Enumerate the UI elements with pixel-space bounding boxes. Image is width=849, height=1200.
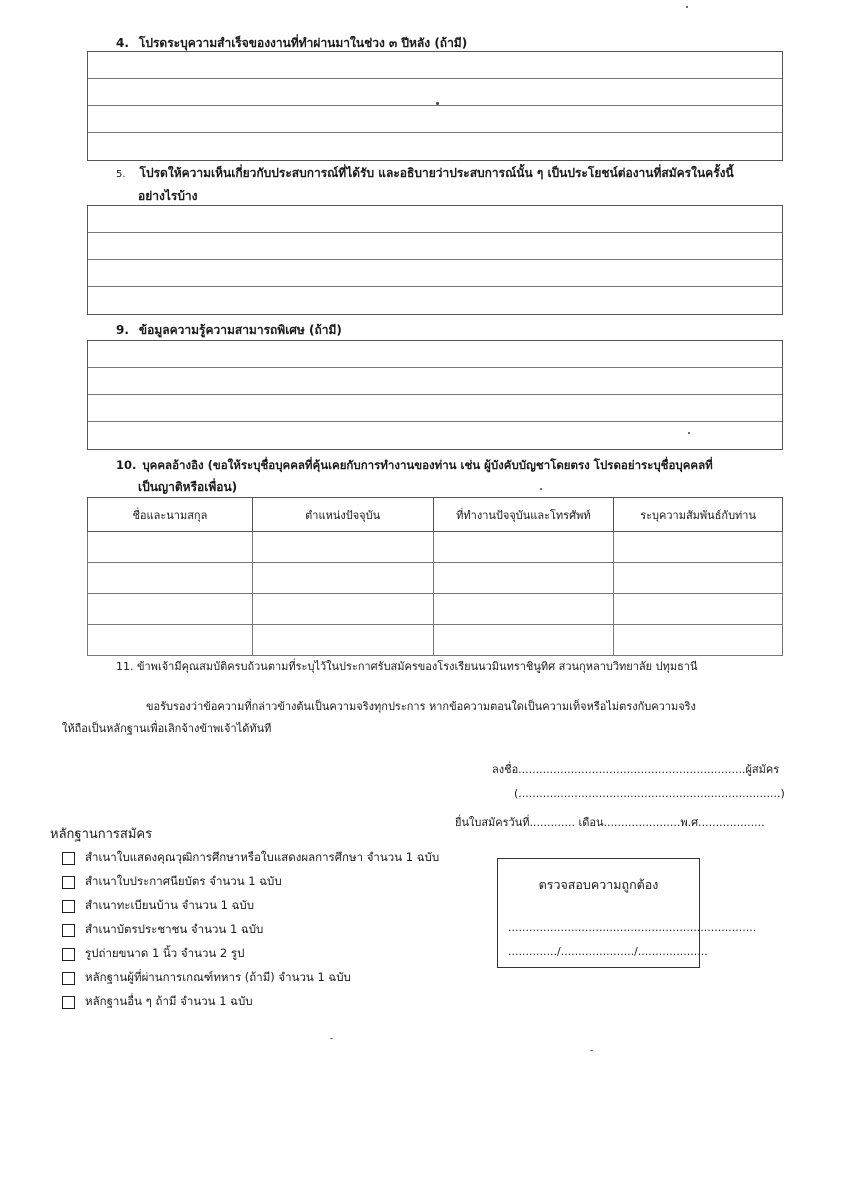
table-cell[interactable] [252, 532, 433, 563]
documents-title: หลักฐานการสมัคร [50, 827, 153, 842]
table-cell[interactable] [88, 594, 253, 625]
answer-lines-9[interactable] [87, 340, 783, 450]
question-number: 10. [116, 458, 137, 472]
scan-speck [436, 102, 439, 105]
table-cell[interactable] [433, 625, 614, 656]
doc-item-label: หลักฐานผู้ที่ผ่านการเกณฑ์ทหาร (ถ้ามี) จำนวน 1 ฉบับ [85, 970, 351, 984]
table-cell[interactable] [614, 594, 783, 625]
reference-table [87, 497, 783, 656]
doc-item-label: สำเนาบัตรประชาชน จำนวน 1 ฉบับ [85, 922, 264, 936]
table-cell[interactable] [88, 532, 253, 563]
checkbox[interactable] [62, 972, 75, 985]
table-row [88, 532, 783, 563]
col-header-name: ชื่อและนามสกุล [88, 498, 253, 532]
doc-item-other[interactable] [62, 992, 253, 1012]
table-cell[interactable] [88, 563, 253, 594]
answer-line[interactable] [88, 52, 782, 79]
doc-item-house-registration[interactable] [62, 896, 254, 916]
scan-speck [686, 6, 688, 8]
question-text: บุคคลอ้างอิง (ขอให้ระบุชื่อบุคคลที่คุ้นเคยกับการทำงานของท่าน เช่น ผู้บังคับบัญชาโดยตรง โปรดอย่าระบุชื่อบุคคลที่ [142, 458, 713, 472]
answer-line[interactable] [88, 106, 782, 133]
table-row [88, 594, 783, 625]
verification-title: ตรวจสอบความถูกต้อง [538, 877, 659, 892]
table-cell[interactable] [614, 563, 783, 594]
scan-speck [688, 432, 690, 434]
doc-item-military[interactable] [62, 968, 351, 988]
declaration-line-2: ให้ถือเป็นหลักฐานเพื่อเลิกจ้างข้าพเจ้าได้ทันที [62, 722, 272, 735]
scan-speck [330, 1038, 333, 1039]
application-date-line[interactable]: ยื่นใบสมัครวันที่............. เดือน......................พ.ศ................... [455, 816, 765, 829]
doc-item-photo[interactable] [62, 944, 244, 964]
declaration-line-1: ขอรับรองว่าข้อความที่กล่าวข้างต้นเป็นความจริงทุกประการ หากข้อความตอนใดเป็นความเท็จหรือไม่ตรงกับความจริง [146, 700, 696, 713]
signature-line[interactable]: ลงชื่อ.................................................................ผู้สมัคร [492, 763, 780, 776]
question-number: 9. [116, 323, 129, 337]
doc-item-label: สำเนาใบแสดงคุณวุฒิการศึกษาหรือใบแสดงผลการศึกษา จำนวน 1 ฉบับ [85, 850, 440, 864]
checkbox[interactable] [62, 852, 75, 865]
question-text: โปรดให้ความเห็นเกี่ยวกับประสบการณ์ที่ได้รับ และอธิบายว่าประสบการณ์นั้น ๆ เป็นประโยชน์ต่องานที่สมัครในครั้งนี้ [139, 166, 734, 180]
signature-name-line[interactable]: (...........................................................................) [514, 787, 785, 800]
table-row [88, 625, 783, 656]
doc-item-transcript[interactable] [62, 848, 439, 868]
question-10-label [116, 457, 713, 475]
table-cell[interactable] [88, 625, 253, 656]
table-cell[interactable] [252, 563, 433, 594]
verification-box [497, 858, 757, 968]
answer-line[interactable] [88, 79, 782, 106]
question-text: โปรดระบุความสำเร็จของงานที่ทำผ่านมาในช่วง ๓ ปีหลัง (ถ้ามี) [138, 36, 468, 50]
answer-line[interactable] [88, 260, 782, 287]
col-header-workplace-phone: ที่ทำงานปัจจุบันและโทรศัพท์ [433, 498, 614, 532]
table-header-row [88, 498, 783, 532]
checkbox[interactable] [62, 948, 75, 961]
answer-line[interactable] [88, 233, 782, 260]
doc-item-label: สำเนาทะเบียนบ้าน จำนวน 1 ฉบับ [85, 898, 255, 912]
table-cell[interactable] [614, 532, 783, 563]
doc-item-certificate[interactable] [62, 872, 282, 892]
table-cell[interactable] [252, 594, 433, 625]
answer-lines-5[interactable] [87, 205, 783, 315]
table-row [88, 563, 783, 594]
verification-date-line[interactable]: ............../...................../.................... [508, 945, 708, 958]
scan-speck [540, 488, 542, 490]
table-cell[interactable] [433, 594, 614, 625]
answer-lines-4[interactable] [87, 51, 783, 161]
answer-line[interactable] [88, 395, 782, 422]
question-10-label-cont: เป็นญาติหรือเพื่อน) [138, 480, 238, 494]
answer-line[interactable] [88, 287, 782, 314]
table-cell[interactable] [433, 532, 614, 563]
question-5-label-cont: อย่างไรบ้าง [138, 189, 198, 203]
table-cell[interactable] [614, 625, 783, 656]
answer-line[interactable] [88, 341, 782, 368]
answer-line[interactable] [88, 368, 782, 395]
doc-item-label: สำเนาใบประกาศนียบัตร จำนวน 1 ฉบับ [85, 874, 282, 888]
verifier-signature-line[interactable]: ....................................................................... [508, 921, 757, 934]
question-number: 5. [116, 169, 126, 180]
doc-item-label: รูปถ่ายขนาด 1 นิ้ว จำนวน 2 รูป [85, 946, 245, 960]
doc-item-label: หลักฐานอื่น ๆ ถ้ามี จำนวน 1 ฉบับ [85, 994, 253, 1008]
question-5-label [116, 164, 734, 183]
doc-item-id-card[interactable] [62, 920, 263, 940]
table-cell[interactable] [433, 563, 614, 594]
checkbox[interactable] [62, 996, 75, 1009]
col-header-relationship: ระบุความสัมพันธ์กับท่าน [614, 498, 783, 532]
answer-line[interactable] [88, 422, 782, 449]
answer-line[interactable] [88, 133, 782, 160]
checkbox[interactable] [62, 924, 75, 937]
question-text: ข้อมูลความรู้ความสามารถพิเศษ (ถ้ามี) [138, 323, 342, 337]
question-number: 4. [116, 36, 129, 50]
question-9-label [116, 321, 342, 340]
scan-speck [590, 1050, 593, 1051]
answer-line[interactable] [88, 206, 782, 233]
checkbox[interactable] [62, 900, 75, 913]
checkbox[interactable] [62, 876, 75, 889]
col-header-position: ตำแหน่งปัจจุบัน [252, 498, 433, 532]
item-11-text: 11. ข้าพเจ้ามีคุณสมบัติครบถ้วนตามที่ระบุไว้ในประกาศรับสมัครของโรงเรียนนวมินทราชินูทิศ สวนกุหลาบวิทยาลัย ปทุมธานี [116, 660, 698, 673]
table-cell[interactable] [252, 625, 433, 656]
